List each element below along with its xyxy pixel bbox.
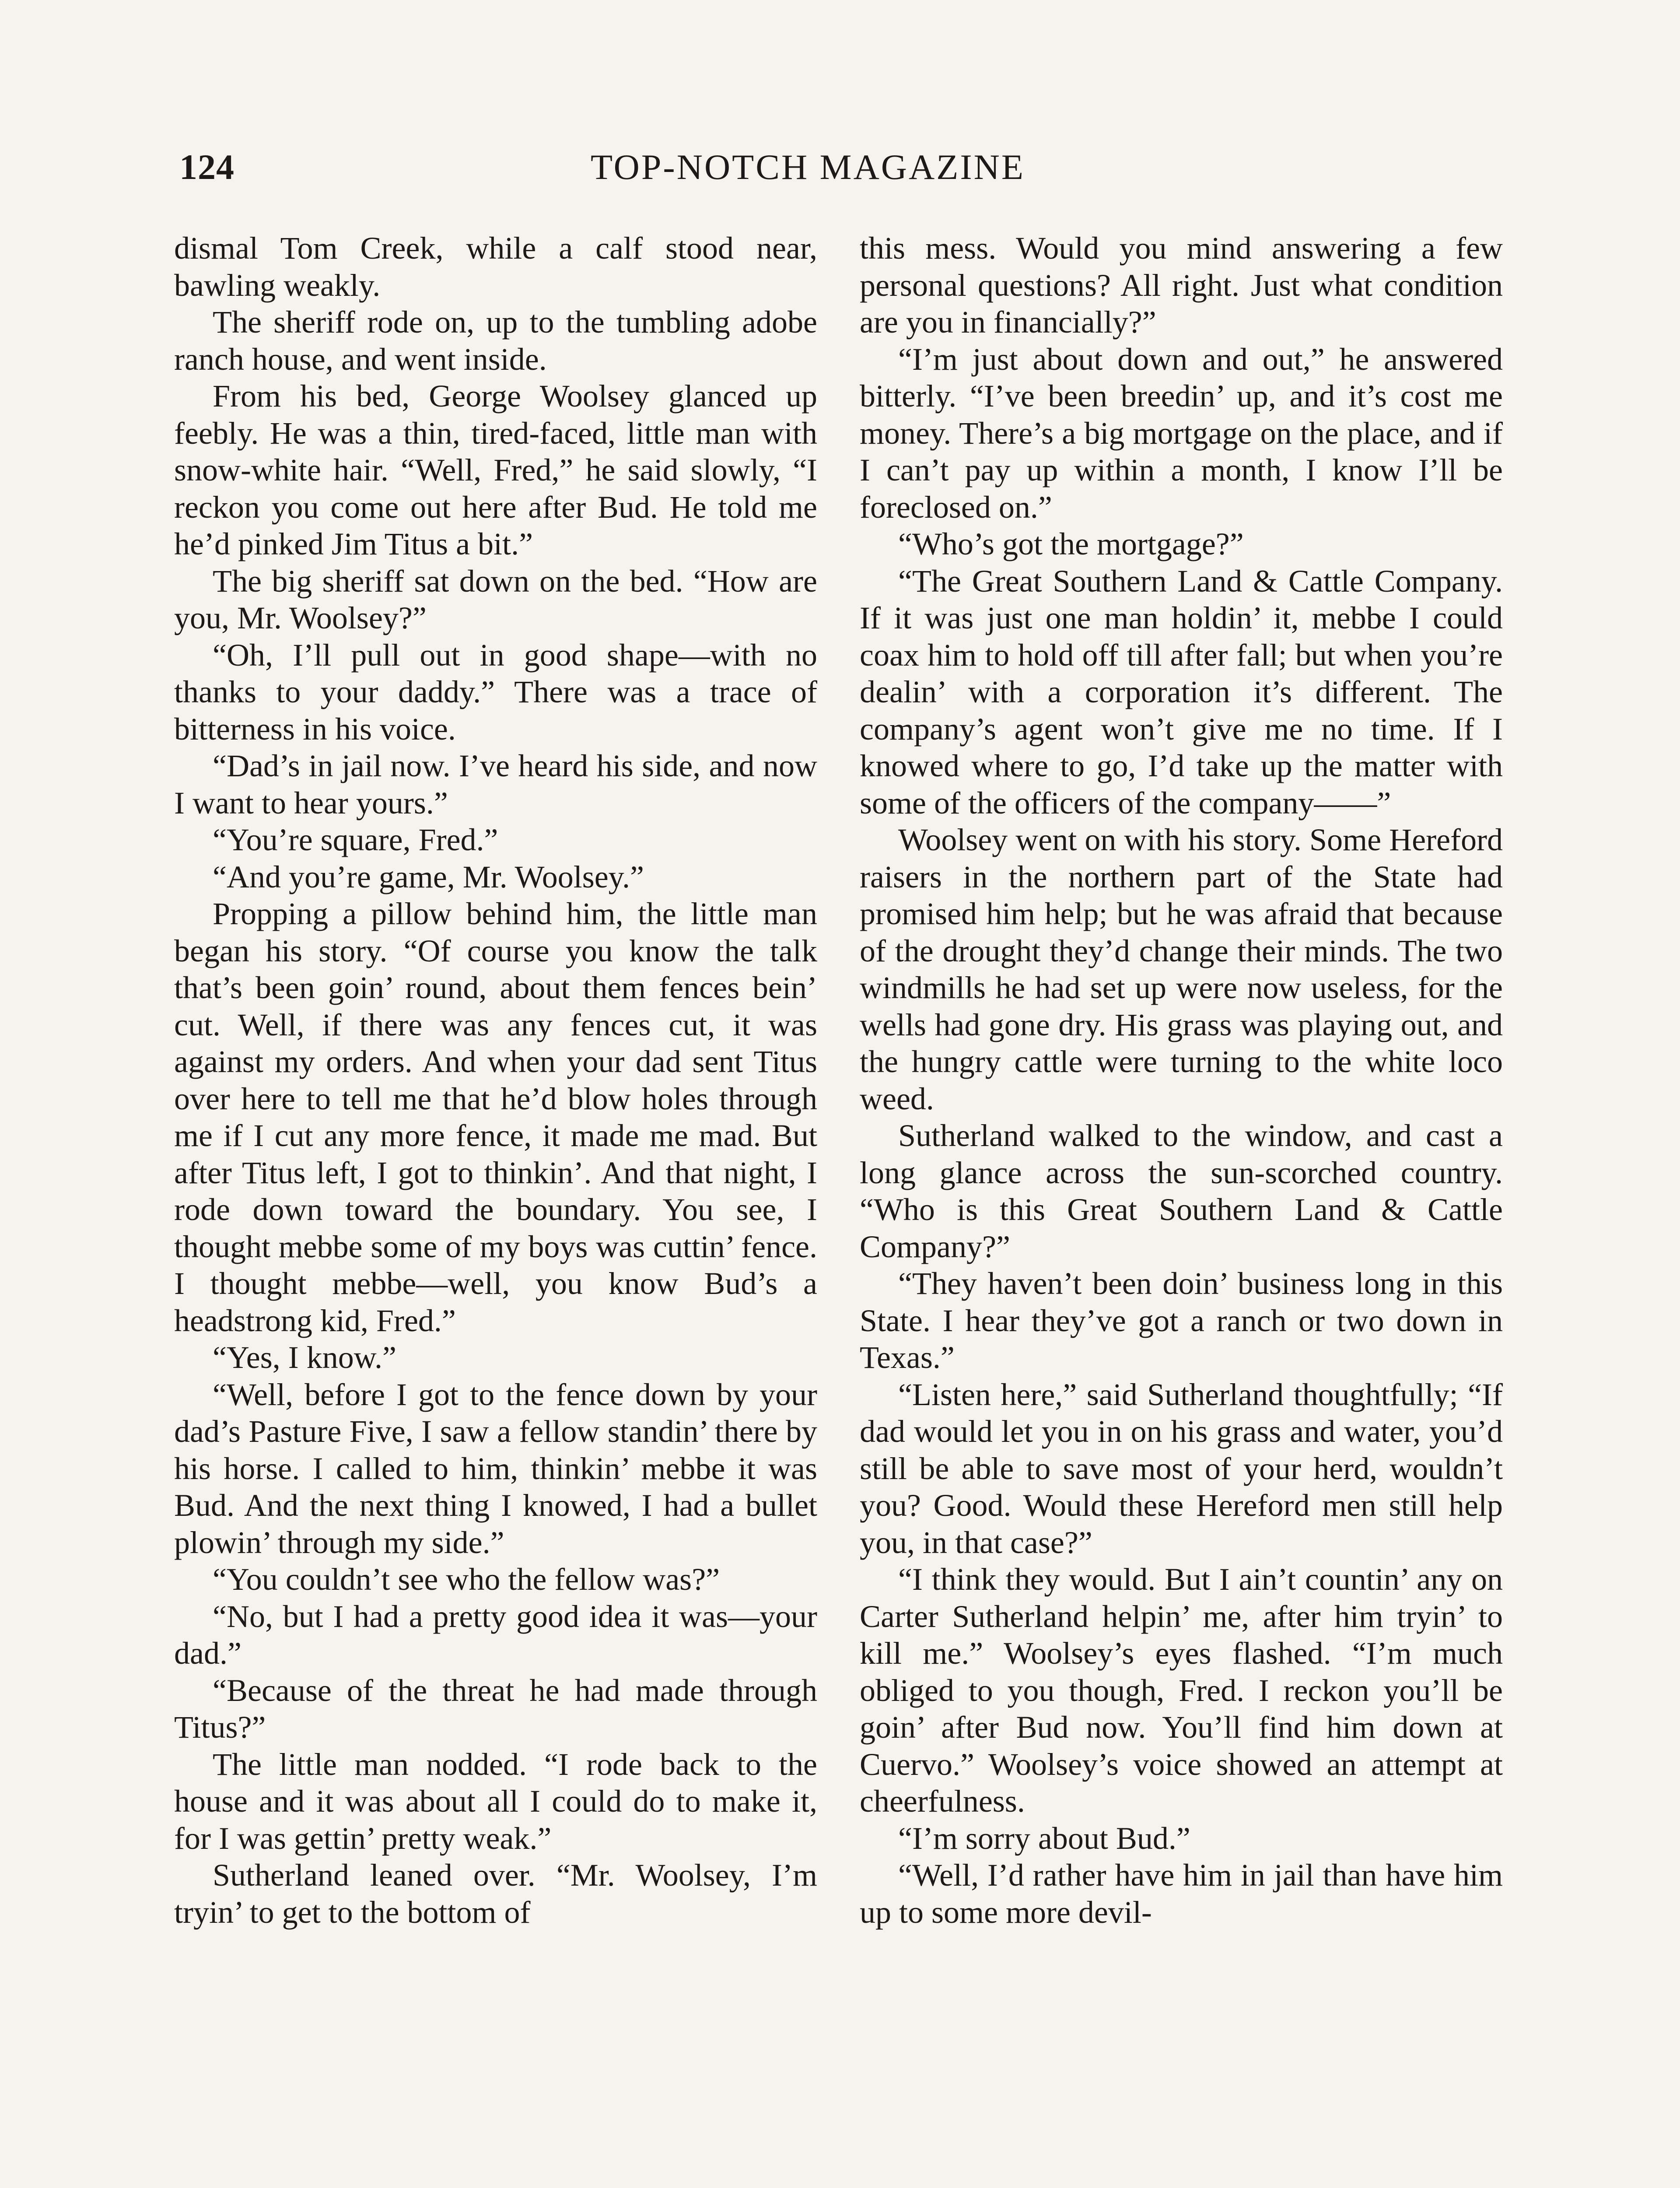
page-number: 124 [179, 147, 234, 187]
paragraph: “The Great Southern Land & Cattle Company. If it was just one man holdin’ it, mebbe I could coax him to hold off till after fall; but when you’re dealin’ with a corporation it’s different. The company’s agent won’t give me no time. If I knowed where to go, I’d take up the matter with some of the officers of the company——” [860, 563, 1503, 820]
paragraph: “I think they would. But I ain’t countin’ any on Carter Sutherland helpin’ me, after him tryin’ to kill me.” Woolsey’s eyes flashed. “I’m much obliged to you though, Fred. I reckon you’ll be goin’ after Bud now. You’ll find him down at Cuervo.” Woolsey’s voice showed an attempt at cheerfulness. [860, 1562, 1503, 1819]
paragraph: Woolsey went on with his story. Some Hereford raisers in the northern part of the State had promised him help; but he was afraid that because of the drought they’d change their minds. The two windmills he had set up were now useless, for the wells had gone dry. His grass was playing out, and the hungry cattle were turning to the white loco weed. [860, 822, 1503, 1116]
paragraph: dismal Tom Creek, while a calf stood near, bawling weakly. [174, 231, 817, 303]
paragraph: “Oh, I’ll pull out in good shape—with no thanks to your daddy.” There was a trace of bitterness in his voice. [174, 637, 817, 747]
paragraph: “Well, before I got to the fence down by your dad’s Pasture Five, I saw a fellow standin’ there by his horse. I called to him, thinkin’ mebbe it was Bud. And the next thing I knowed, I had a bullet plowin’ through my side.” [174, 1377, 817, 1560]
paragraph: “You couldn’t see who the fellow was?” [213, 1562, 720, 1597]
paragraph: “Well, I’d rather have him in jail than have him up to some more devil- [860, 1858, 1503, 1930]
paragraph: this mess. Would you mind answering a few personal questions? All right. Just what condition are you in financially?” [860, 231, 1503, 340]
paragraph: “Who’s got the mortgage?” [898, 526, 1244, 561]
paragraph: “Dad’s in jail now. I’ve heard his side, and now I want to hear yours.” [174, 748, 817, 820]
running-title: TOP-NOTCH MAGAZINE [591, 147, 1025, 187]
right-column [860, 230, 1503, 1931]
page-header [0, 147, 1680, 195]
paragraph: “Yes, I know.” [213, 1340, 396, 1375]
left-column [174, 230, 817, 1931]
paragraph: “You’re square, Fred.” [213, 822, 498, 857]
paragraph: The little man nodded. “I rode back to the house and it was about all I could do to make it, for I was gettin’ pretty weak.” [174, 1746, 817, 1856]
paragraph: “Because of the threat he had made through Titus?” [174, 1673, 817, 1745]
paragraph: “I’m just about down and out,” he answered bitterly. “I’ve been breedin’ up, and it’s cost me money. There’s a big mortgage on the place, and if I can’t pay up within a month, I know I’ll be foreclosed on.” [860, 341, 1503, 525]
paragraph: The sheriff rode on, up to the tumbling adobe ranch house, and went inside. [174, 305, 817, 377]
paragraph: “They haven’t been doin’ business long in this State. I hear they’ve got a ranch or two down in Texas.” [860, 1266, 1503, 1375]
paragraph: “And you’re game, Mr. Woolsey.” [213, 859, 644, 894]
paragraph: Sutherland walked to the window, and cast a long glance across the sun-scorched country. “Who is this Great Southern Land & Cattle Company?” [860, 1118, 1503, 1264]
paragraph: Propping a pillow behind him, the little man began his story. “Of course you know the talk that’s been goin’ round, about them fences bein’ cut. Well, if there was any fences cut, it was against my orders. And when your dad sent Titus over here to tell me that he’d blow holes through me if I cut any more fence, it made me mad. But after Titus left, I got to thinkin’. And that night, I rode down toward the boundary. You see, I thought mebbe some of my boys was cuttin’ fence. I thought mebbe—well, you know Bud’s a headstrong kid, Fred.” [174, 896, 817, 1338]
paragraph: “No, but I had a pretty good idea it was—your dad.” [174, 1599, 817, 1671]
paragraph: The big sheriff sat down on the bed. “How are you, Mr. Woolsey?” [174, 563, 817, 635]
paragraph: From his bed, George Woolsey glanced up feebly. He was a thin, tired-faced, little man with snow-white hair. “Well, Fred,” he said slowly, “I reckon you come out here after Bud. He told me he’d pinked Jim Titus a bit.” [174, 379, 817, 561]
paragraph: “I’m sorry about Bud.” [898, 1820, 1190, 1856]
paragraph: Sutherland leaned over. “Mr. Woolsey, I’m tryin’ to get to the bottom of [174, 1858, 817, 1930]
paragraph: “Listen here,” said Sutherland thoughtfully; “If dad would let you in on his grass and water, you’d still be able to save most of your herd, wouldn’t you? Good. Would these Hereford men still help you, in that case?” [860, 1377, 1503, 1560]
